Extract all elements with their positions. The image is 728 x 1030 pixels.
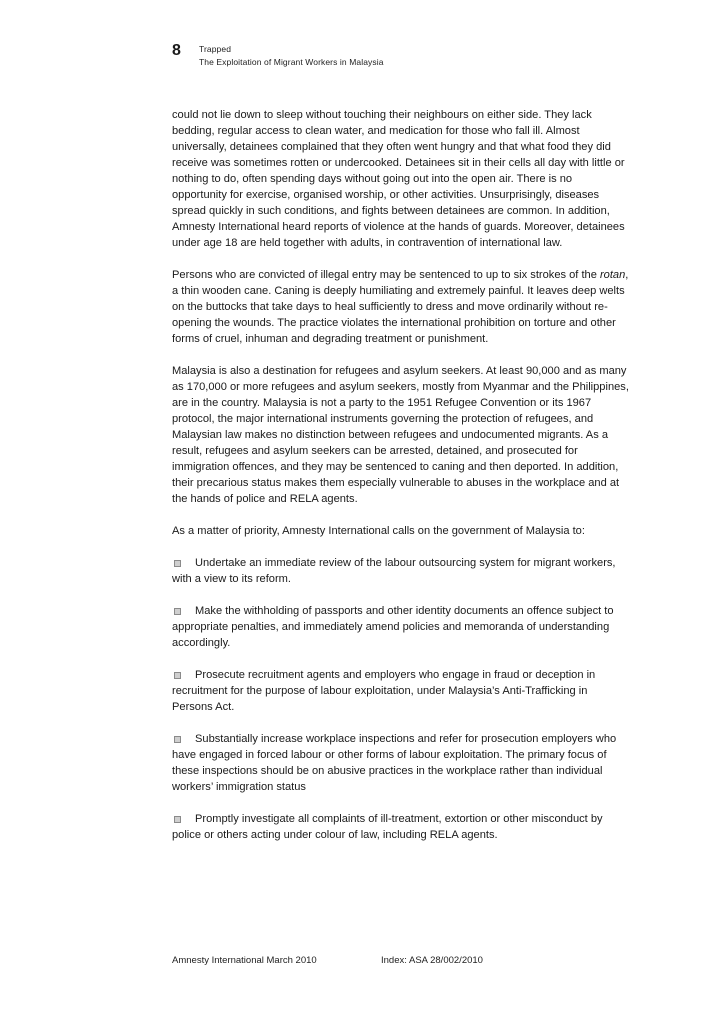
page-number: 8 xyxy=(172,42,181,59)
bullet-square-icon xyxy=(174,816,181,823)
recommendation-text: Undertake an immediate review of the labour outsourcing system for migrant workers, with a view to its reform. xyxy=(172,557,616,585)
caning-text-before: Persons who are convicted of illegal entry may be sentenced to up to six strokes of the xyxy=(172,269,600,281)
paragraph-priority-intro: As a matter of priority, Amnesty International calls on the government of Malaysia to: xyxy=(172,525,585,537)
recommendation-item xyxy=(172,811,630,843)
page-header xyxy=(172,42,632,72)
recommendation-text: Make the withholding of passports and other identity documents an offence subject to appropriate penalties, and immediately amend policies and memoranda of understanding accordingly. xyxy=(172,605,614,649)
footer-publisher-date: Amnesty International March 2010 xyxy=(172,955,317,966)
paragraph-detention-conditions: could not lie down to sleep without touching their neighbours on either side. They lack bedding, regular access to clean water, and medication for those who fall ill. Almost universally, detainees complained that they often went hungry and that what food they did receive was sometimes rotten or undercooked. Detainees sit in their cells all day with little or nothing to do, often spending days without going out into the open air. There is no opportunity for exercise, organised worship, or other activities. Unsurprisingly, diseases spread quickly in such conditions, and fights between detainees are common. In addition, Amnesty International heard reports of violence at the hands of guards. Moreover, detainees under age 18 are held together with adults, in contravention of international law. xyxy=(172,109,625,249)
recommendation-text: Prosecute recruitment agents and employers who engage in fraud or deception in recruitment for the purpose of labour exploitation, under Malaysia’s Anti-Trafficking in Persons Act. xyxy=(172,669,596,713)
caning-text-after: , a thin wooden cane. Caning is deeply humiliating and extremely painful. It leaves deep welts on the buttocks that take days to heal sufficiently to dress and move ordinarily without re-opening the wounds. The practice violates the international prohibition on torture and other forms of cruel, inhuman and degrading treatment or punishment. xyxy=(172,269,629,345)
bullet-square-icon xyxy=(174,736,181,743)
recommendation-item xyxy=(172,731,630,795)
recommendation-item xyxy=(172,667,630,715)
recommendation-text: Promptly investigate all complaints of ill-treatment, extortion or other misconduct by police or others acting under colour of law, including RELA agents. xyxy=(172,813,603,841)
bullet-square-icon xyxy=(174,672,181,679)
caning-term-rotan: rotan xyxy=(599,269,626,281)
page-body xyxy=(172,107,630,859)
recommendation-item xyxy=(172,555,630,587)
report-title: Trapped xyxy=(199,44,232,54)
paragraph-caning xyxy=(172,267,630,347)
report-subtitle: The Exploitation of Migrant Workers in Malaysia xyxy=(199,57,384,67)
recommendation-text: Substantially increase workplace inspections and refer for prosecution employers who have engaged in forced labour or other forms of labour exploitation. The primary focus of these inspections should be on abusive practices in the workplace rather than individual workers’ immigration status xyxy=(172,733,617,793)
footer-index-number: Index: ASA 28/002/2010 xyxy=(381,955,483,966)
bullet-square-icon xyxy=(174,560,181,567)
paragraph-refugees: Malaysia is also a destination for refugees and asylum seekers. At least 90,000 and as many as 170,000 or more refugees and asylum seekers, mostly from Myanmar and the Philippines, are in the country. Malaysia is not a party to the 1951 Refugee Convention or its 1967 protocol, the major international instruments governing the protection of refugees, and Malaysian law makes no distinction between refugees and undocumented migrants. As a result, refugees and asylum seekers can be arrested, detained, and prosecuted for immigration offences, and they may be sentenced to caning and then deported. In addition, their precarious status makes them especially vulnerable to abuses in the workplace and at the hands of police and RELA agents. xyxy=(172,365,629,505)
bullet-square-icon xyxy=(174,608,181,615)
page-footer xyxy=(172,955,632,969)
recommendation-item xyxy=(172,603,630,651)
